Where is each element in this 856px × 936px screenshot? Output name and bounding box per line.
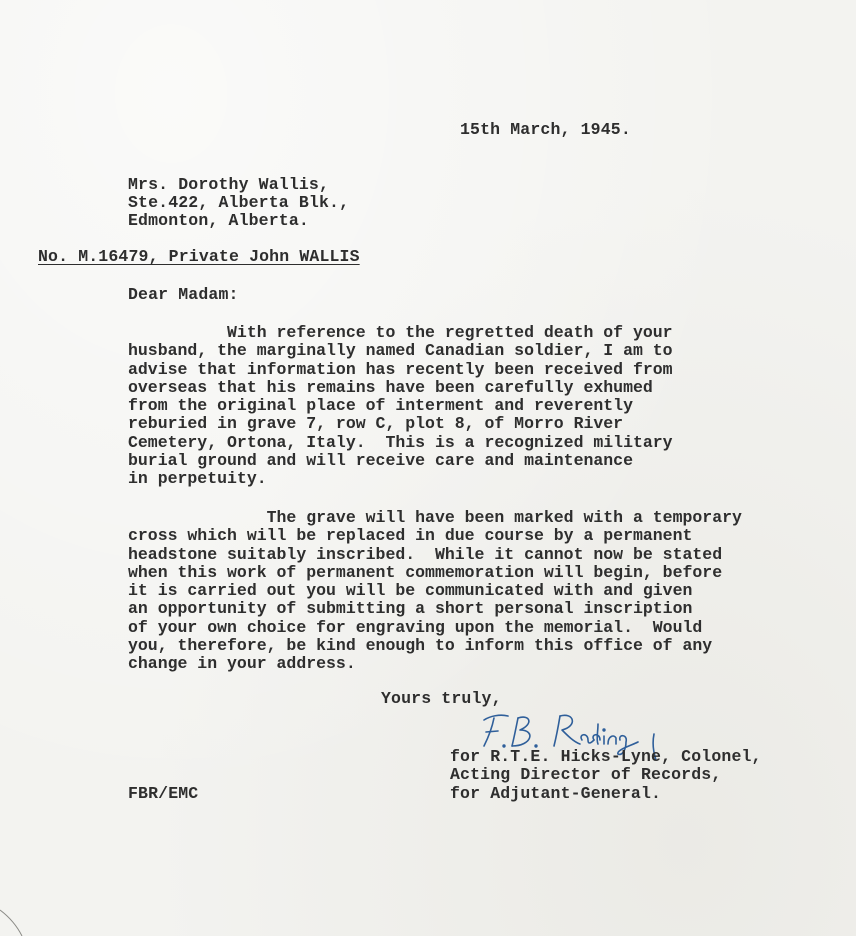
address-line-1: Mrs. Dorothy Wallis, [128,175,330,194]
salutation: Dear Madam: [128,285,239,304]
reference-line: No. M.16479, Private John WALLIS [38,247,360,266]
signatory-line-3: for Adjutant-General. [450,784,662,803]
letter-date: 15th March, 1945. [460,120,631,139]
closing: Yours truly, [381,689,502,708]
paragraph-1: With reference to the regretted death of your husband, the marginally named Canadian soldier, I am to advise that information has recently been received from overseas that his remains have been carefully exhumed from the original place of interment and reverently reburied in grave 7, row C, plot 8, of Morro River Cemetery, Ortona, Italy. This is a recognized military burial ground and will receive care and maintenance in perpetuity. [128,323,673,489]
reference-code: FBR/EMC [128,784,199,803]
address-line-2: Ste.422, Alberta Blk., [128,193,350,212]
paragraph-2: The grave will have been marked with a temporary cross which will be replaced in due course by a permanent headstone suitably inscribed. While it cannot now be stated when this work of permanent commemoration will begin, before it is carried out you will be communicated with and given an opportunity of submitting a short personal inscription of your own choice for engraving upon the memorial. Would you, therefore, be kind enough to inform this office of any change in your address. [128,508,742,674]
signatory-line-2: Acting Director of Records, [450,765,722,784]
signatory-line-1: for R.T.E. Hicks-Lyne, Colonel, [450,747,762,766]
page-corner-mark [0,890,40,936]
address-line-3: Edmonton, Alberta. [128,211,309,230]
